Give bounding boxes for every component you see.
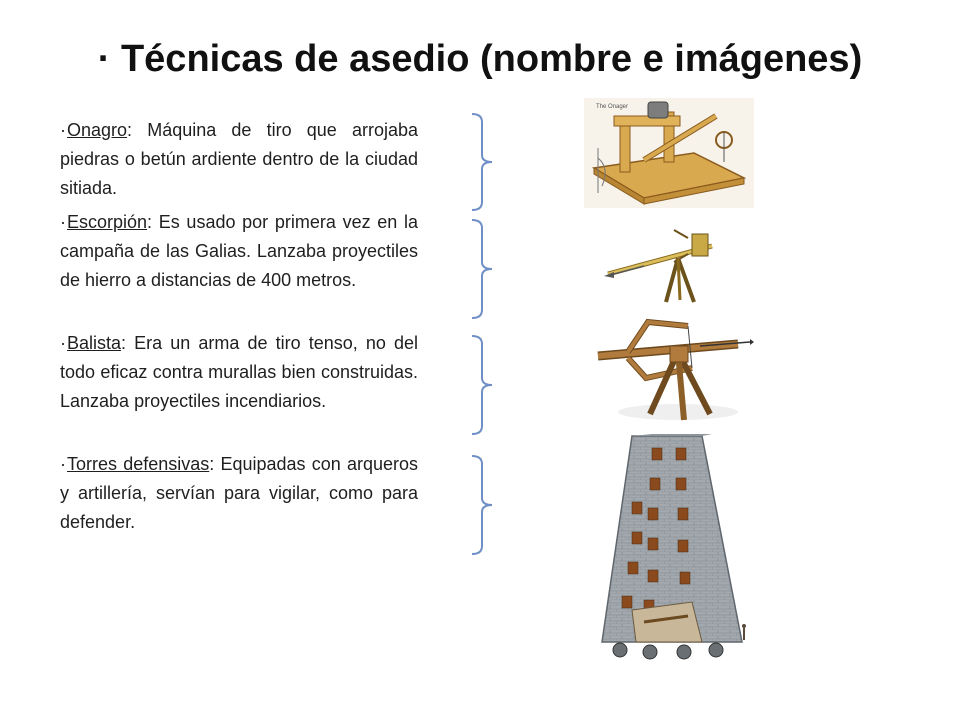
escorpion-illustration [604, 228, 724, 306]
item-term: Torres defensivas [67, 454, 210, 474]
item-onagro [60, 116, 418, 203]
item-description: : Equipadas con arqueros y artillería, servían para vigilar, como para defender. [60, 454, 418, 532]
item-term: Escorpión [67, 212, 148, 232]
item-description: : Máquina de tiro que arrojaba piedras o betún ardiente dentro de la ciudad sitiada. [60, 120, 418, 198]
item-term: Balista [67, 333, 122, 353]
brace-onagro [470, 112, 494, 212]
brace-escorpion [470, 218, 494, 320]
bullet: · [60, 212, 66, 232]
onagro-caption: The Onager [596, 104, 629, 110]
bullet: · [60, 120, 66, 140]
bullet: · [60, 454, 66, 474]
item-description: : Era un arma de tiro tenso, no del todo eficaz contra murallas bien construidas. Lanzaba proyectiles incendiarios. [60, 333, 418, 411]
item-escorpion [60, 208, 418, 295]
item-description: : Es usado por primera vez en la campaña de las Galias. Lanzaba proyectiles de hierro a distancias de 400 metros. [60, 212, 418, 290]
item-term: Onagro [67, 120, 128, 140]
bullet: · [60, 333, 66, 353]
brace-balista [470, 334, 494, 436]
balista-illustration [588, 316, 754, 426]
slide-title: · Técnicas de asedio (nombre e imágenes) [97, 38, 863, 80]
onagro-illustration [584, 98, 754, 208]
item-balista [60, 329, 418, 416]
item-torres [60, 450, 418, 537]
torre-illustration [592, 432, 762, 670]
brace-torres [470, 454, 494, 556]
